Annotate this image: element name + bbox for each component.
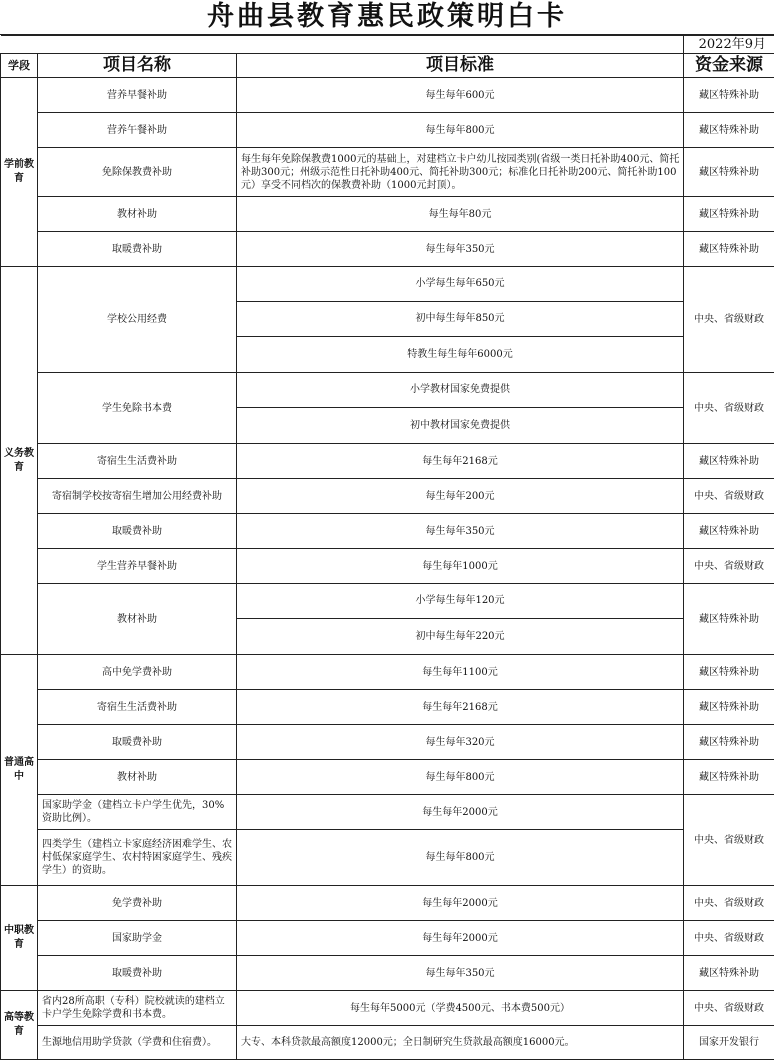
item-standard: 每生每年350元 [237, 514, 684, 549]
header-source: 资金来源 [684, 54, 774, 78]
fund-source: 中央、省级财政 [684, 921, 774, 956]
item-name: 国家助学金（建档立卡户学生优先，30%资助比例）。 [38, 795, 237, 830]
item-standard: 每生每年800元 [237, 830, 684, 886]
item-name: 高中免学费补助 [38, 655, 237, 690]
item-standard: 特教生每生每年6000元 [237, 337, 683, 372]
header-stage: 学段 [1, 54, 38, 78]
fund-source: 藏区特殊补助 [684, 584, 774, 655]
fund-source: 藏区特殊补助 [684, 725, 774, 760]
item-name: 取暖费补助 [38, 725, 237, 760]
fund-source: 藏区特殊补助 [684, 78, 774, 113]
item-standard: 每生每年1100元 [237, 655, 684, 690]
item-standard-group [237, 584, 684, 655]
item-standard: 每生每年800元 [237, 760, 684, 795]
item-standard: 每生每年200元 [237, 479, 684, 514]
item-name: 省内28所高职（专科）院校就读的建档立卡户学生免除学费和书本费。 [38, 991, 237, 1026]
fund-source: 中央、省级财政 [684, 267, 774, 373]
stage-highschool: 普通高中 [1, 655, 38, 886]
item-name: 取暖费补助 [38, 232, 237, 267]
fund-source: 中央、省级财政 [684, 373, 774, 444]
fund-source: 藏区特殊补助 [684, 655, 774, 690]
item-name: 教材补助 [38, 760, 237, 795]
item-name: 国家助学金 [38, 921, 237, 956]
page-title: 舟曲县教育惠民政策明白卡 [0, 0, 774, 35]
item-standard: 小学每生每年650元 [237, 267, 683, 302]
item-name: 学校公用经费 [38, 267, 237, 373]
item-name: 教材补助 [38, 584, 237, 655]
fund-source: 藏区特殊补助 [684, 113, 774, 148]
item-standard-group [237, 267, 684, 373]
policy-table [0, 35, 774, 1060]
item-standard: 每生每年2168元 [237, 444, 684, 479]
stage-compulsory: 义务教育 [1, 267, 38, 655]
item-standard: 初中教材国家免费提供 [237, 408, 683, 443]
item-standard: 初中每生每年850元 [237, 302, 683, 337]
item-standard: 每生每年350元 [237, 232, 684, 267]
item-standard: 每生每年2000元 [237, 886, 684, 921]
item-standard-group [237, 373, 684, 444]
item-standard: 每生每年免除保教费1000元的基础上，对建档立卡户幼儿按园类别(省级一类日托补助400元、简托补助300元；州级示范性日托补助400元、简托补助300元；标准化日托补助200元、简托补助100元）享受不同档次的保教费补助（1000元封顶）。 [237, 148, 684, 197]
item-name: 寄宿生生活费补助 [38, 690, 237, 725]
item-standard: 每生每年350元 [237, 956, 684, 991]
item-standard: 每生每年800元 [237, 113, 684, 148]
item-standard: 每生每年5000元（学费4500元、书本费500元） [237, 991, 684, 1026]
item-standard: 小学教材国家免费提供 [237, 373, 683, 408]
fund-source: 藏区特殊补助 [684, 514, 774, 549]
item-name: 教材补助 [38, 197, 237, 232]
header-standard: 项目标准 [237, 54, 684, 78]
fund-source: 国家开发银行 [684, 1026, 774, 1060]
header-item: 项目名称 [38, 54, 237, 78]
fund-source: 中央、省级财政 [684, 549, 774, 584]
fund-source: 藏区特殊补助 [684, 690, 774, 725]
item-standard: 每生每年320元 [237, 725, 684, 760]
item-name: 免学费补助 [38, 886, 237, 921]
stage-vocational: 中职教育 [1, 886, 38, 991]
date-label: 2022年9月 [684, 36, 774, 54]
fund-source: 中央、省级财政 [684, 991, 774, 1026]
item-standard: 每生每年80元 [237, 197, 684, 232]
item-name: 学生营养早餐补助 [38, 549, 237, 584]
item-name: 取暖费补助 [38, 514, 237, 549]
fund-source: 藏区特殊补助 [684, 760, 774, 795]
stage-higher: 高等教育 [1, 991, 38, 1060]
item-name: 免除保教费补助 [38, 148, 237, 197]
fund-source: 藏区特殊补助 [684, 444, 774, 479]
item-name: 营养午餐补助 [38, 113, 237, 148]
item-standard: 每生每年2000元 [237, 921, 684, 956]
fund-source: 中央、省级财政 [684, 795, 774, 886]
fund-source: 藏区特殊补助 [684, 148, 774, 197]
item-name: 生源地信用助学贷款（学费和住宿费）。 [38, 1026, 237, 1060]
fund-source: 中央、省级财政 [684, 886, 774, 921]
item-standard: 每生每年1000元 [237, 549, 684, 584]
item-name: 营养早餐补助 [38, 78, 237, 113]
fund-source: 中央、省级财政 [684, 479, 774, 514]
item-name: 四类学生（建档立卡家庭经济困难学生、农村低保家庭学生、农村特困家庭学生、残疾学生）的资助。 [38, 830, 237, 886]
fund-source: 藏区特殊补助 [684, 197, 774, 232]
item-standard: 每生每年2000元 [237, 795, 684, 830]
item-standard: 大专、本科贷款最高额度12000元；全日制研究生贷款最高额度16000元。 [237, 1026, 684, 1060]
fund-source: 藏区特殊补助 [684, 232, 774, 267]
item-standard: 每生每年2168元 [237, 690, 684, 725]
item-standard: 小学每生每年120元 [237, 584, 683, 619]
item-name: 学生免除书本费 [38, 373, 237, 444]
item-standard: 初中每生每年220元 [237, 619, 683, 654]
item-name: 取暖费补助 [38, 956, 237, 991]
fund-source: 藏区特殊补助 [684, 956, 774, 991]
item-standard: 每生每年600元 [237, 78, 684, 113]
stage-preschool: 学前教育 [1, 78, 38, 267]
item-name: 寄宿制学校按寄宿生增加公用经费补助 [38, 479, 237, 514]
item-name: 寄宿生生活费补助 [38, 444, 237, 479]
